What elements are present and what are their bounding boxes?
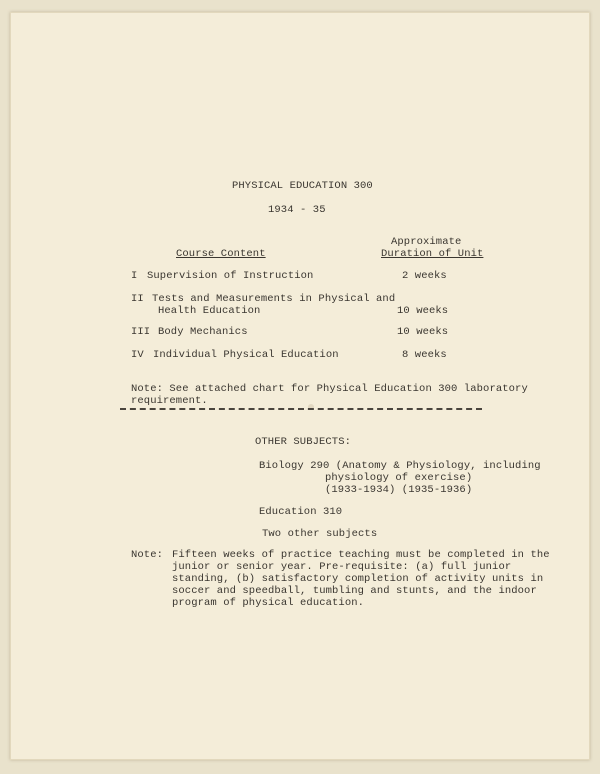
lab-note-line2: requirement. (131, 395, 208, 407)
practice-note-line2: junior or senior year. Pre-requisite: (a) full junior (172, 561, 512, 573)
practice-note-line3: standing, (b) satisfactory completion of activity units in (172, 573, 544, 585)
unit-duration: 8 weeks (402, 349, 447, 361)
unit-duration: 10 weeks (397, 305, 449, 317)
unit-title: Body Mechanics (158, 326, 248, 338)
duration-header-line1: Approximate (391, 236, 462, 248)
biology-course-line1: Biology 290 (Anatomy & Physiology, including (259, 460, 541, 472)
practice-note-line5: program of physical education. (172, 597, 365, 609)
unit-title-continued: Health Education (158, 305, 261, 317)
unit-numeral: III (131, 326, 151, 338)
practice-note-line1: Fifteen weeks of practice teaching must be completed in the (172, 549, 550, 561)
two-other-subjects: Two other subjects (262, 528, 378, 540)
dashed-divider (120, 408, 482, 410)
unit-numeral: IV (131, 349, 144, 361)
document-title: PHYSICAL EDUCATION 300 (232, 180, 373, 192)
biology-course-line2: physiology of exercise) (325, 472, 473, 484)
unit-title: Individual Physical Education (153, 349, 339, 361)
unit-duration: 2 weeks (402, 270, 447, 282)
unit-numeral: I (131, 270, 138, 282)
practice-note-label: Note: (131, 549, 164, 561)
unit-title: Tests and Measurements in Physical and (152, 293, 396, 305)
duration-header-line2: Duration of Unit (381, 248, 484, 260)
lab-note-line1: Note: See attached chart for Physical Education 300 laboratory (131, 383, 528, 395)
practice-note-line4: soccer and speedball, tumbling and stunts, and the indoor (172, 585, 537, 597)
education-course: Education 310 (259, 506, 343, 518)
unit-title: Supervision of Instruction (147, 270, 314, 282)
unit-duration: 10 weeks (397, 326, 449, 338)
other-subjects-heading: OTHER SUBJECTS: (255, 436, 352, 448)
school-year: 1934 - 35 (268, 204, 326, 216)
unit-numeral: II (131, 293, 144, 305)
course-content-header: Course Content (176, 248, 266, 260)
biology-course-line3: (1933-1934) (1935-1936) (325, 484, 473, 496)
